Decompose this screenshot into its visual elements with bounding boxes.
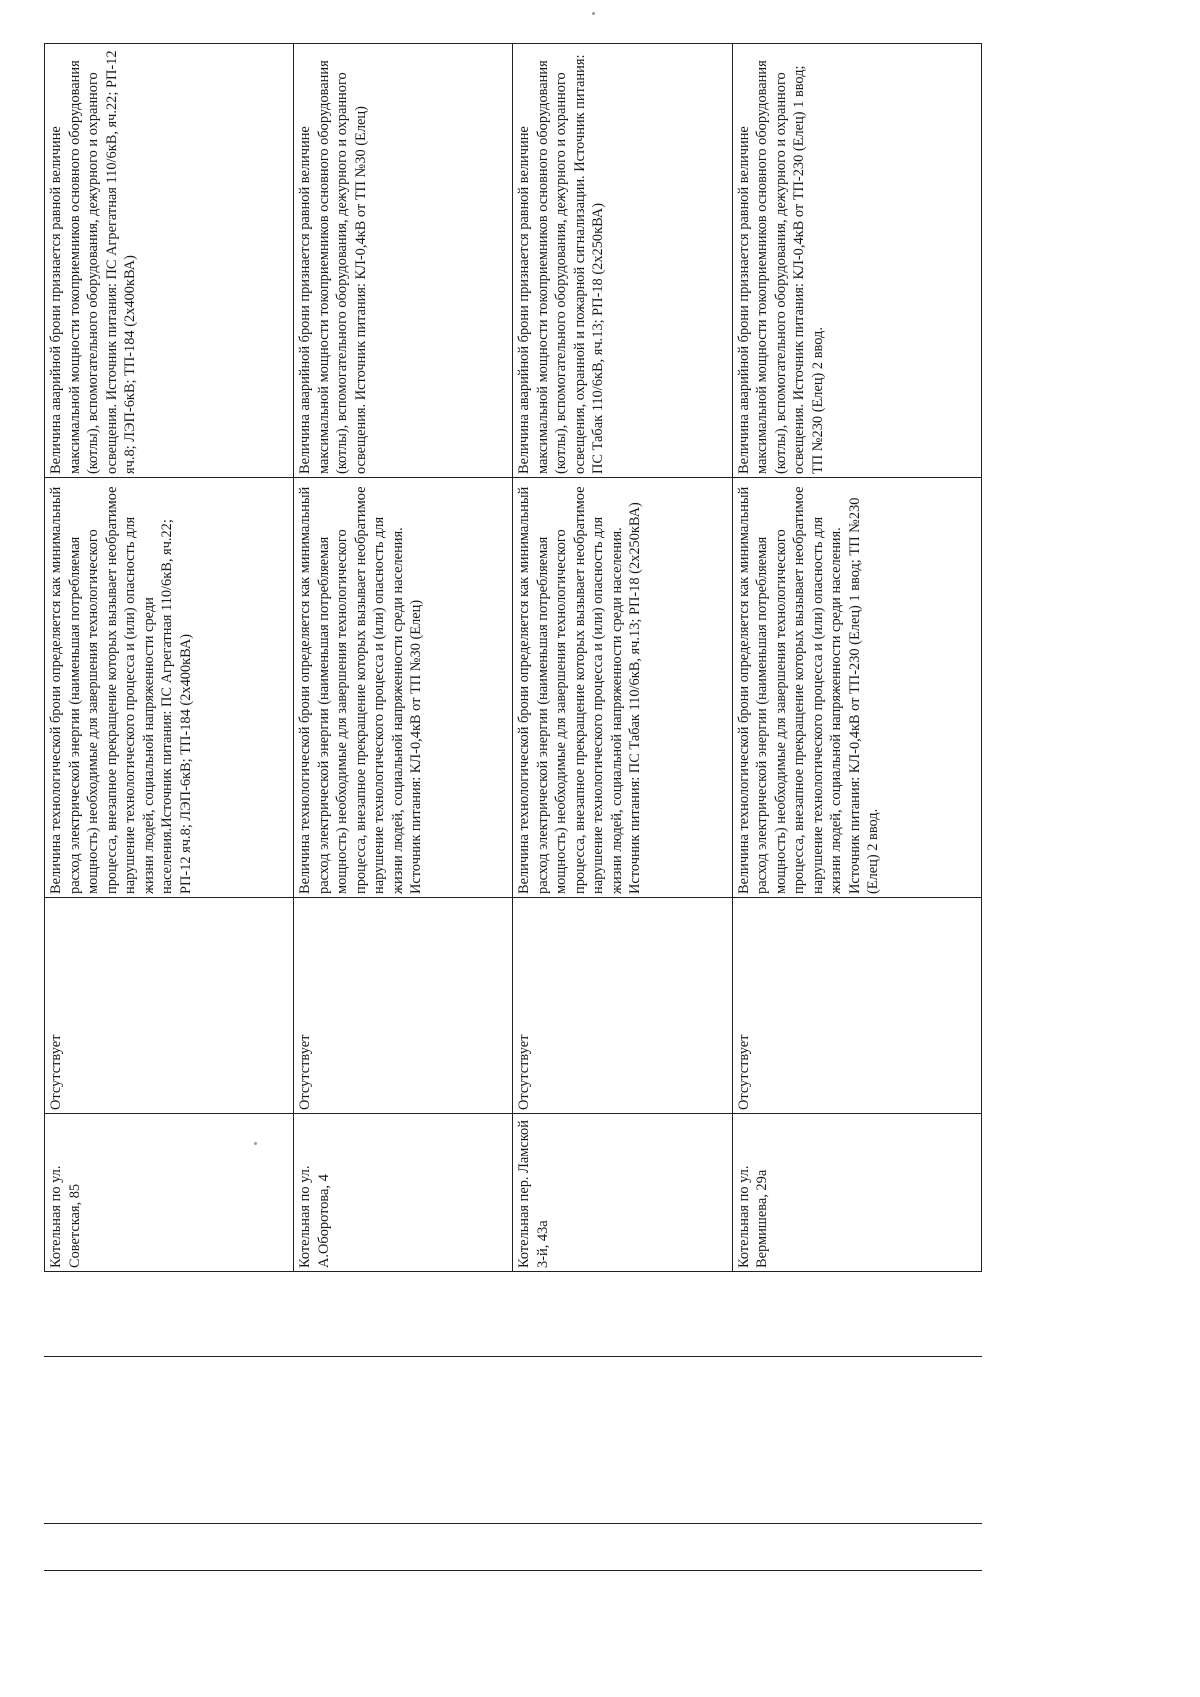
cell-technological-reserve: Величина технологической брони определяется как минимальный расход электрической энергии (наименьшая потребляемая мощность) необходимые для завершения технологического процесса, внезапное прекращение которых вызывает необратимое нарушение технологического процесса и (или) опасность для жизни людей, социальной напряженности среди населения. Источник питания: ПС Табак 110/6кВ, яч.13; РП-18 (2х250кВА) [513,478,732,898]
reservation-table [44,43,982,1272]
cell-facility-name: Котельная по ул. А.Оборотова, 4 [294,1114,513,1272]
cell-col2: Отсутствует [45,898,294,1114]
rotated-table-area [44,44,982,1272]
cell-facility-name: Котельная по ул. Советская, 85 [45,1114,294,1272]
cell-col2: Отсутствует [294,898,513,1114]
cell-emergency-reserve: Величина аварийной брони признается равной величине максимальной мощности токоприемников основного оборудования (котлы), вспомогательного оборудования, дежурного и охранного освещения, охранной и пожарной сигнализации. Источник питания: ПС Табак 110/6кВ, яч.13; РП-18 (2х250кВА) [513,44,732,478]
table-row [294,44,513,1272]
table-rotated-container [44,44,982,1272]
cell-technological-reserve: Величина технологической брони определяется как минимальный расход электрической энергии (наименьшая потребляемая мощность) необходимые для завершения технологического процесса, внезапное прекращение которых вызывает необратимое нарушение технологического процесса и (или) опасность для жизни людей, социальной напряженности среди населения.Источник питания: ПС Агрегатная 110/6кВ, яч.22; РП-12 яч.8; ЛЭП-6кВ; ТП-184 (2х400кВА) [45,478,294,898]
table-row [732,44,981,1272]
cell-emergency-reserve: Величина аварийной брони признается равной величине максимальной мощности токоприемников основного оборудования (котлы), вспомогательного оборудования, дежурного и охранного освещения. Источник питания: КЛ-0,4кВ от ТП-230 (Елец) 1 ввод; ТП №230 (Елец) 2 ввод. [732,44,981,478]
cell-col2: Отсутствует [513,898,732,1114]
cell-technological-reserve: Величина технологической брони определяется как минимальный расход электрической энергии (наименьшая потребляемая мощность) необходимые для завершения технологического процесса, внезапное прекращение которых вызывает необратимое нарушение технологического процесса и (или) опасность для жизни людей, социальной напряженности среди населения. Источник питания: КЛ-0,4кВ от ТП №30 (Елец) [294,478,513,898]
scan-speck [592,12,595,15]
cell-emergency-reserve: Величина аварийной брони признается равной величине максимальной мощности токоприемников основного оборудования (котлы), вспомогательного оборудования, дежурного и охранного освещения. Источник питания: ПС Агрегатная 110/6кВ, яч.22; РП-12 яч.8; ЛЭП-6кВ; ТП-184 (2х400кВА) [45,44,294,478]
table-row [45,44,294,1272]
table-row [513,44,732,1272]
scan-speck [254,1142,257,1145]
horizontal-rule [44,1523,982,1524]
horizontal-rule [44,1570,982,1571]
horizontal-rule [44,1356,982,1357]
cell-technological-reserve: Величина технологической брони определяется как минимальный расход электрической энергии (наименьшая потребляемая мощность) необходимые для завершения технологического процесса, внезапное прекращение которых вызывает необратимое нарушение технологического процесса и (или) опасность для жизни людей, социальной напряженности среди населения. Источник питания: КЛ-0,4кВ от ТП-230 (Елец) 1 ввод; ТП №230 (Елец) 2 ввод. [732,478,981,898]
cell-col2: Отсутствует [732,898,981,1114]
cell-emergency-reserve: Величина аварийной брони признается равной величине максимальной мощности токоприемников основного оборудования (котлы), вспомогательного оборудования, дежурного и охранного освещения. Источник питания: КЛ-0,4кВ от ТП №30 (Елец) [294,44,513,478]
cell-facility-name: Котельная по ул. Вермишева, 29а [732,1114,981,1272]
cell-facility-name: Котельная пер. Ламской 3-й, 43а [513,1114,732,1272]
